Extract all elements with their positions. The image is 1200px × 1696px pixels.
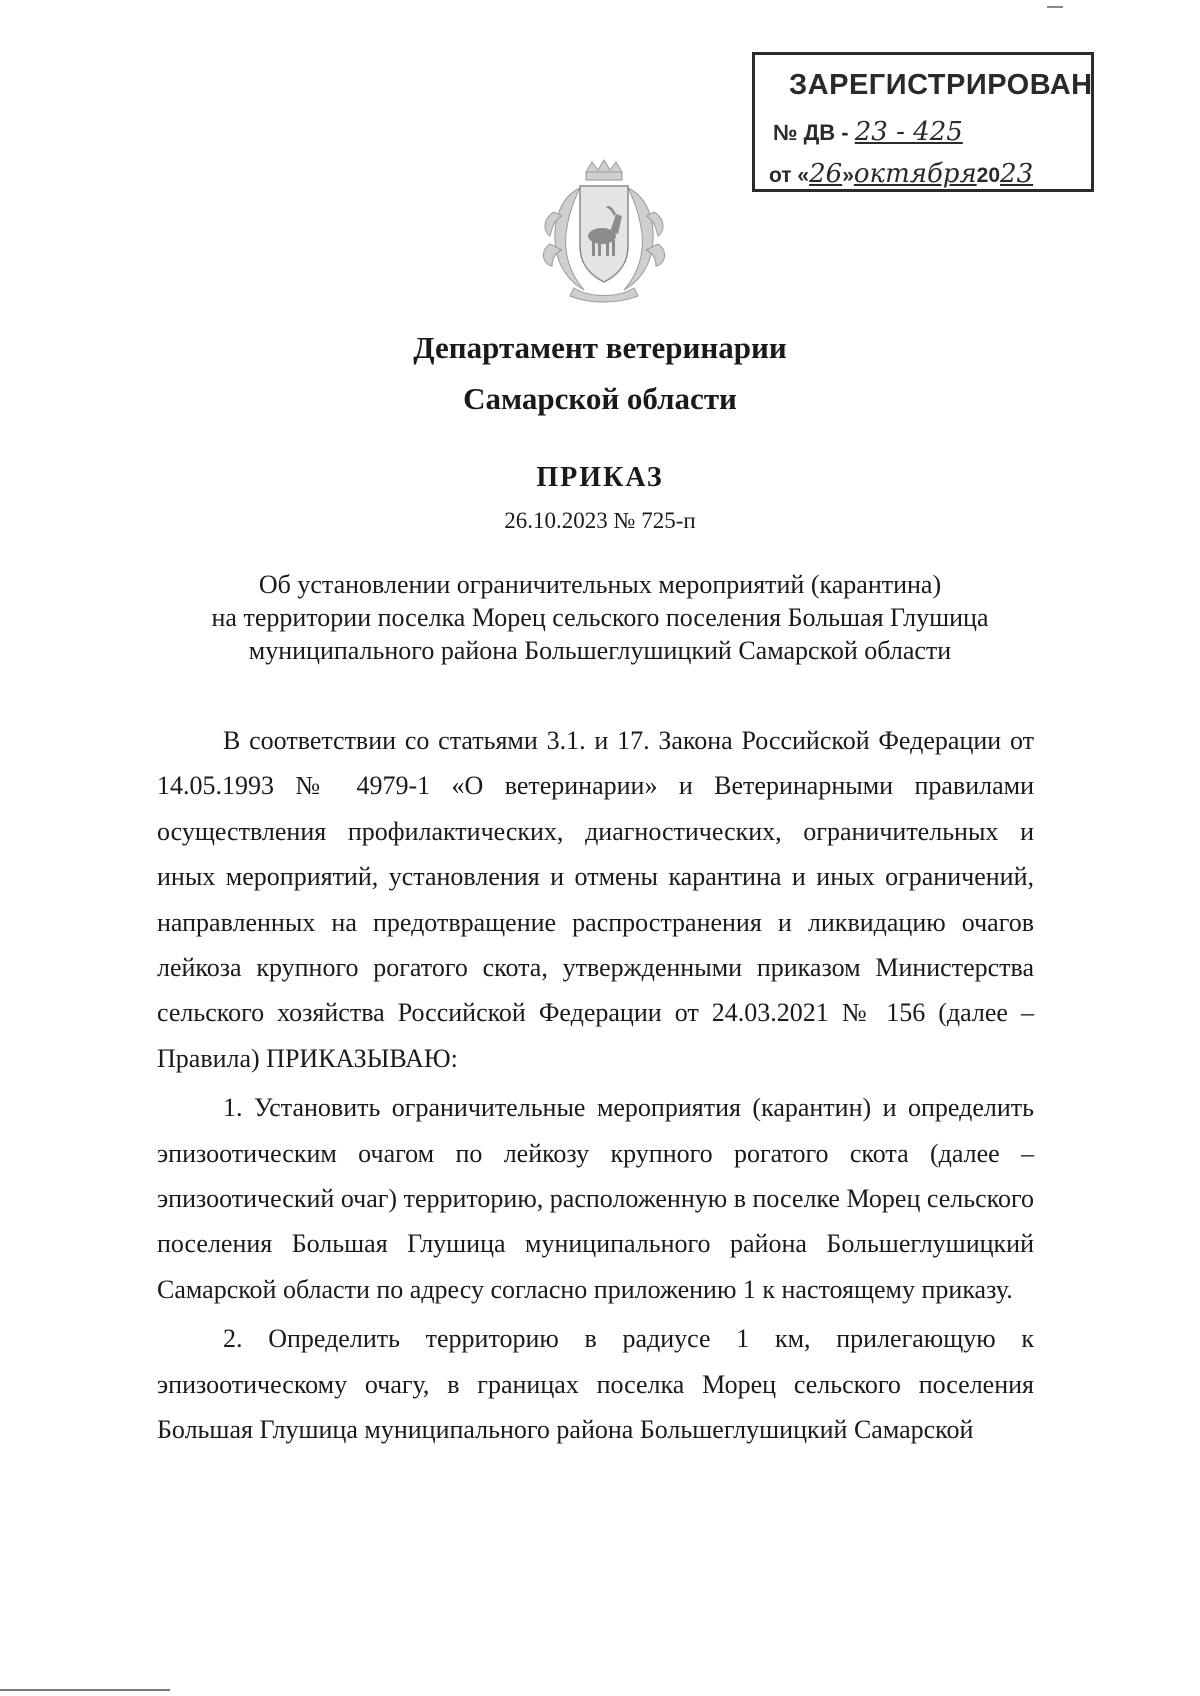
stamp-title: ЗАРЕГИСТРИРОВАН [789,69,1093,101]
department-name: Департамент ветеринарии [413,330,787,365]
stamp-date-separator: » [842,164,854,187]
samara-coat-of-arms-icon [540,158,668,304]
order-title: ПРИКАЗ [536,462,664,493]
stamp-date-day: 26 [809,159,843,189]
stamp-date-year: 23 [1000,159,1034,189]
stamp-number [773,117,963,147]
registration-stamp [752,52,1094,192]
clause-2-paragraph: 2. Определить территорию в радиусе 1 км, прилегающую к эпизоотическому очагу, в границах поселка Морец сельского поселения Большая Глушица муниципального района Большеглушицкий Самарской [157,1324,1034,1445]
scan-artifact-line [0,1689,170,1691]
stamp-date-year-prefix: 20 [976,164,1001,187]
stamp-date [769,159,1033,189]
subject-line-3: муниципального района Большеглушицкий Самарской области [248,636,952,665]
stamp-number-prefix: № ДВ - [773,120,849,145]
order-subject [130,568,1070,667]
stamp-date-prefix: от « [769,164,810,187]
subject-line-2: на территории поселка Морец сельского поселения Большая Глушица [211,603,989,632]
stamp-date-month: октября [853,159,977,189]
subject-line-1: Об установлении ограничительных мероприятий (карантина) [258,570,942,599]
clause-1-paragraph: 1. Установить ограничительные мероприятия (карантин) и определить эпизоотическим очагом по лейкозу крупного рогатого скота (далее – эпизоотический очаг) территорию, расположенную в поселке Морец сельского поселения Большая Глушица муниципального района Большеглушицкий Самарской области по адресу согласно приложению 1 к настоящему приказу. [157,1093,1034,1304]
order-number: 26.10.2023 № 725-п [504,508,696,533]
scan-artifact [1047,6,1063,8]
order-body [157,718,1034,1453]
preamble-paragraph: В соответствии со статьями 3.1. и 17. Закона Российской Федерации от 14.05.1993 № 4979-1 «О ветеринарии» и Ветеринарными правилами осуществления профилактических, диагностических, ограничительных и иных мероприятий, установления и отмены карантина и иных ограничений, направленных на предотвращение распространения и ликвидацию очагов лейкоза крупного рогатого скота, утвержденными приказом Министерства сельского хозяйства Российской Федерации от 24.03.2021 № 156 (далее – Правила) ПРИКАЗЫВАЮ: [157,726,1034,1073]
department-region: Самарской области [463,381,737,416]
stamp-number-handwritten: 23 - 425 [854,117,963,147]
